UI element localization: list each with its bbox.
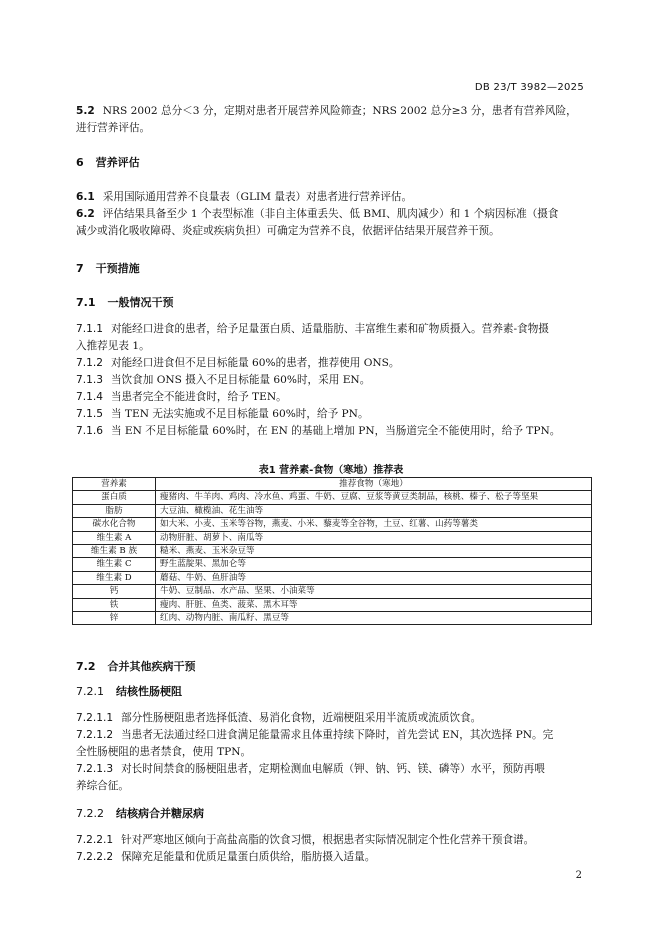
clause-number: 6.2 (76, 208, 95, 220)
standard-id: DB 23/T 3982—2025 (474, 82, 584, 93)
nutrient-cell: 碳水化合物 (73, 518, 156, 531)
nutrient-food-table (72, 477, 592, 625)
food-cell: 糙米、燕麦、玉米杂豆等 (156, 545, 592, 558)
section-7-2-heading (76, 658, 196, 675)
clause-7-2-1-3 (76, 761, 592, 795)
clause-7-1-3 (76, 372, 592, 389)
food-cell: 野生蓝靛果、黑加仑等 (156, 558, 592, 571)
nutrient-cell: 钙 (73, 585, 156, 598)
clause-6-2 (76, 206, 592, 240)
clause-7-2-1-2 (76, 727, 592, 761)
section-7-heading (76, 260, 140, 277)
clause-number: 7.2.2.2 (76, 851, 114, 863)
table-row (73, 558, 592, 571)
clause-text: 评估结果具备至少 1 个表型标准（非自主体重丢失、低 BMI、肌肉减少）和 1 个病因标准（摄食 (102, 208, 559, 220)
table-row (73, 598, 592, 611)
nutrient-cell: 锌 (73, 612, 156, 625)
nutrient-cell: 蛋白质 (73, 491, 156, 504)
clause-text: 对能经口进食的患者，给予足量蛋白质、适量脂肪、丰富维生素和矿物质摄入。营养素-食物摄 (110, 323, 549, 335)
section-number: 6 (76, 156, 84, 169)
food-cell: 大豆油、橄榄油、花生油等 (156, 504, 592, 517)
clause-7-1-1 (76, 321, 592, 355)
clause-text: 当患者无法通过经口进食满足能量需求且体重持续下降时，首先尝试 EN，其次选择 PN。完 (121, 729, 554, 741)
clause-text-cont: 进行营养评估。 (76, 122, 151, 134)
section-title: 合并其他疾病干预 (107, 660, 196, 673)
section-title: 干预措施 (95, 262, 140, 275)
clause-text: 对长时间禁食的肠梗阻患者，定期检测血电解质（钾、钠、钙、镁、磷等）水平，预防再喂 (121, 763, 545, 775)
table-row (73, 531, 592, 544)
section-7-2-2-heading (76, 805, 204, 822)
clause-number: 7.1.1 (76, 323, 103, 335)
clause-text: NRS 2002 总分＜3 分，定期对患者开展营养风险筛查；NRS 2002 总分≥3 分，患者有营养风险， (102, 105, 577, 117)
clause-number: 7.2.2.1 (76, 834, 114, 846)
clause-6-1 (76, 189, 592, 206)
table-header-row (73, 478, 592, 491)
clause-text: 当患者完全不能进食时，给予 TEN。 (110, 391, 287, 403)
table-header-cell: 营养素 (73, 478, 156, 491)
clause-text-cont: 减少或消化吸收障碍、炎症或疾病负担）可确定为营养不良，依据评估结果开展营养干预。 (76, 225, 500, 237)
clause-7-2-2-2 (76, 849, 592, 866)
clause-number: 7.1.6 (76, 425, 103, 437)
clause-7-1-5 (76, 406, 592, 423)
clause-text-cont: 全性肠梗阻的患者禁食，使用 TPN。 (76, 746, 252, 758)
table-row (73, 491, 592, 504)
section-title: 结核病合并糖尿病 (116, 807, 204, 820)
clause-text: 采用国际通用营养不良量表（GLIM 量表）对患者进行营养评估。 (102, 191, 413, 203)
clause-text-cont: 入推荐见表 1。 (76, 340, 150, 352)
nutrient-cell: 维生素 D (73, 571, 156, 584)
table-row (73, 518, 592, 531)
table-header-cell: 推荐食物（寒地） (156, 478, 592, 491)
nutrient-cell: 铁 (73, 598, 156, 611)
table-row (73, 545, 592, 558)
food-cell: 瘦肉、肝脏、鱼类、菠菜、黑木耳等 (156, 598, 592, 611)
food-cell: 动物肝脏、胡萝卜、南瓜等 (156, 531, 592, 544)
food-cell: 牛奶、豆制品、水产品、坚果、小油菜等 (156, 585, 592, 598)
clause-7-2-2-1 (76, 832, 592, 849)
clause-text: 当 TEN 无法实施或不足目标能量 60%时，给予 PN。 (110, 408, 369, 420)
clause-7-1-4 (76, 389, 592, 406)
clause-text: 当饮食加 ONS 摄入不足目标能量 60%时，采用 EN。 (110, 374, 371, 386)
nutrient-cell: 脂肪 (73, 504, 156, 517)
table-row (73, 571, 592, 584)
clause-7-1-6 (76, 423, 592, 440)
section-number: 7.2 (76, 660, 96, 673)
section-number: 7 (76, 262, 84, 275)
food-cell: 瘦猪肉、牛羊肉、鸡肉、冷水鱼、鸡蛋、牛奶、豆腐、豆浆等黄豆类制品，核桃、榛子、松子等坚果 (156, 491, 592, 504)
clause-7-2-1-1 (76, 710, 592, 727)
clause-text: 保障充足能量和优质足量蛋白质供给，脂肪摄入适量。 (121, 851, 376, 863)
nutrient-cell: 维生素 C (73, 558, 156, 571)
section-title: 结核性肠梗阻 (116, 685, 182, 698)
table-row (73, 504, 592, 517)
clause-text: 针对严寒地区倾向于高盐高脂的饮食习惯，根据患者实际情况制定个性化营养干预食谱。 (121, 834, 535, 846)
section-title: 营养评估 (95, 156, 140, 169)
food-cell: 蘑菇、牛奶、鱼肝油等 (156, 571, 592, 584)
clause-5-2 (76, 103, 592, 137)
table-row (73, 612, 592, 625)
section-number: 7.1 (76, 296, 96, 309)
food-cell: 红肉、动物内脏、南瓜籽、黑豆等 (156, 612, 592, 625)
clause-number: 7.2.1.2 (76, 729, 114, 741)
clause-text: 部分性肠梗阻患者选择低渣、易消化食物，近端梗阻采用半流质或流质饮食。 (121, 712, 482, 724)
page-number: 2 (575, 870, 582, 881)
clause-7-1-2 (76, 355, 592, 372)
clause-text-cont: 养综合征。 (76, 780, 129, 792)
table-row (73, 585, 592, 598)
clause-number: 7.1.4 (76, 391, 103, 403)
nutrient-cell: 维生素 B 族 (73, 545, 156, 558)
section-number: 7.2.2 (76, 807, 104, 820)
section-title: 一般情况干预 (107, 296, 174, 309)
clause-number: 5.2 (76, 105, 95, 117)
section-7-1-heading (76, 294, 174, 311)
food-cell: 如大米、小麦、玉米等谷物，燕麦、小米、藜麦等全谷物，土豆、红薯、山药等薯类 (156, 518, 592, 531)
clause-text: 当 EN 不足目标能量 60%时，在 EN 的基础上增加 PN，当肠道完全不能使用时，给予 TPN。 (110, 425, 561, 437)
clause-number: 7.2.1.1 (76, 712, 114, 724)
clause-number: 7.1.3 (76, 374, 103, 386)
nutrient-cell: 维生素 A (73, 531, 156, 544)
table-caption: 表1 营养素-食物（寒地）推荐表 (258, 465, 404, 476)
clause-number: 7.2.1.3 (76, 763, 114, 775)
section-number: 7.2.1 (76, 685, 104, 698)
clause-number: 7.1.5 (76, 408, 103, 420)
clause-number: 6.1 (76, 191, 95, 203)
clause-number: 7.1.2 (76, 357, 103, 369)
section-7-2-1-heading (76, 683, 182, 700)
section-6-heading (76, 154, 140, 171)
clause-text: 对能经口进食但不足目标能量 60%的患者，推荐使用 ONS。 (110, 357, 400, 369)
